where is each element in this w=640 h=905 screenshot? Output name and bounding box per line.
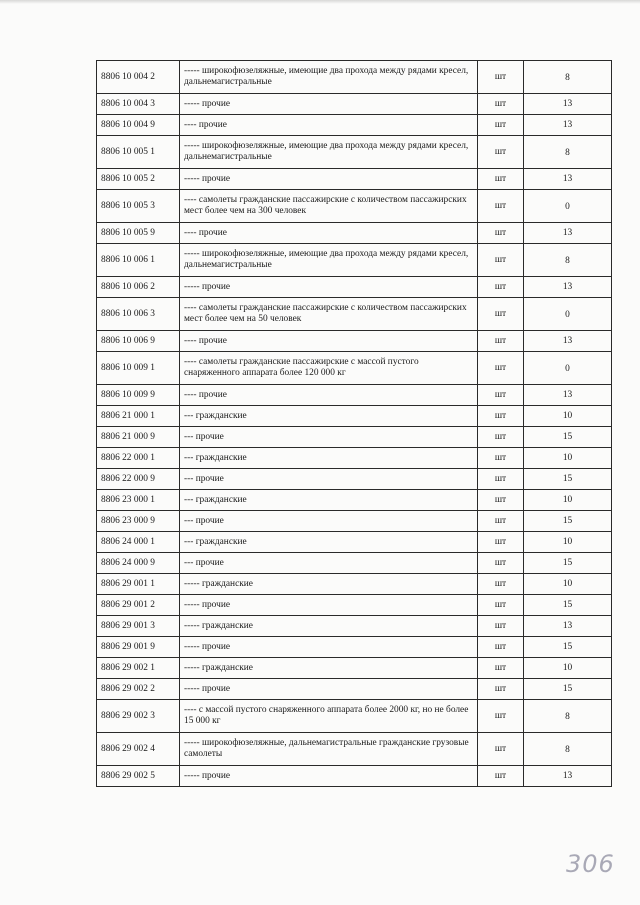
commodity-code: 8806 29 002 5: [97, 766, 180, 787]
commodity-code: 8806 24 000 9: [97, 553, 180, 574]
commodity-description: ----- прочие: [180, 277, 478, 298]
duty-rate: 8: [524, 700, 612, 733]
duty-rate: 8: [524, 733, 612, 766]
table-row: [97, 298, 612, 331]
duty-rate: 10: [524, 574, 612, 595]
commodity-code: 8806 29 002 1: [97, 658, 180, 679]
duty-rate: 15: [524, 427, 612, 448]
unit-of-measure: шт: [478, 244, 524, 277]
commodity-description: ----- широкофюзеляжные, дальнемагистральные гражданские грузовые самолеты: [180, 733, 478, 766]
unit-of-measure: шт: [478, 733, 524, 766]
duty-rate: 8: [524, 244, 612, 277]
commodity-code: 8806 29 002 2: [97, 679, 180, 700]
unit-of-measure: шт: [478, 406, 524, 427]
table-row: [97, 190, 612, 223]
commodity-description: ----- широкофюзеляжные, имеющие два прохода между рядами кресел, дальнемагистральные: [180, 244, 478, 277]
commodity-code: 8806 10 006 2: [97, 277, 180, 298]
table-row: [97, 511, 612, 532]
commodity-description: ----- прочие: [180, 679, 478, 700]
commodity-code: 8806 10 005 3: [97, 190, 180, 223]
duty-rate: 0: [524, 298, 612, 331]
duty-rate: 8: [524, 61, 612, 94]
commodity-description: ----- прочие: [180, 94, 478, 115]
duty-rate: 13: [524, 766, 612, 787]
commodity-description: ---- прочие: [180, 331, 478, 352]
duty-rate: 10: [524, 490, 612, 511]
scan-edge: [0, 0, 640, 4]
commodity-code: 8806 29 001 2: [97, 595, 180, 616]
commodity-code: 8806 10 004 3: [97, 94, 180, 115]
unit-of-measure: шт: [478, 700, 524, 733]
unit-of-measure: шт: [478, 679, 524, 700]
commodity-description: --- прочие: [180, 511, 478, 532]
duty-rate: 10: [524, 448, 612, 469]
duty-rate: 8: [524, 136, 612, 169]
duty-rate: 15: [524, 679, 612, 700]
duty-rate: 13: [524, 223, 612, 244]
unit-of-measure: шт: [478, 766, 524, 787]
commodity-description: ----- прочие: [180, 595, 478, 616]
commodity-code: 8806 23 000 9: [97, 511, 180, 532]
commodity-code: 8806 10 005 9: [97, 223, 180, 244]
table-row: [97, 448, 612, 469]
page-number: 306: [566, 850, 615, 878]
table-row: [97, 277, 612, 298]
commodity-code: 8806 22 000 1: [97, 448, 180, 469]
commodity-code: 8806 10 005 2: [97, 169, 180, 190]
duty-rate: 13: [524, 331, 612, 352]
commodity-code: 8806 10 004 9: [97, 115, 180, 136]
table-row: [97, 115, 612, 136]
table-row: [97, 766, 612, 787]
commodity-description: --- прочие: [180, 469, 478, 490]
commodity-code: 8806 10 004 2: [97, 61, 180, 94]
commodity-description: --- прочие: [180, 427, 478, 448]
tariff-table: [96, 60, 612, 787]
duty-rate: 13: [524, 169, 612, 190]
table-row: [97, 574, 612, 595]
table-row: [97, 385, 612, 406]
unit-of-measure: шт: [478, 637, 524, 658]
duty-rate: 15: [524, 469, 612, 490]
duty-rate: 10: [524, 658, 612, 679]
commodity-description: --- гражданские: [180, 406, 478, 427]
table-row: [97, 733, 612, 766]
commodity-code: 8806 22 000 9: [97, 469, 180, 490]
unit-of-measure: шт: [478, 277, 524, 298]
commodity-description: ---- самолеты гражданские пассажирские с массой пустого снаряженного аппарата более 120 000 кг: [180, 352, 478, 385]
duty-rate: 15: [524, 637, 612, 658]
commodity-description: ----- прочие: [180, 637, 478, 658]
commodity-description: ---- самолеты гражданские пассажирские с количеством пассажирских мест более чем на 50 человек: [180, 298, 478, 331]
unit-of-measure: шт: [478, 448, 524, 469]
table-row: [97, 658, 612, 679]
table-row: [97, 94, 612, 115]
duty-rate: 13: [524, 277, 612, 298]
commodity-description: ----- гражданские: [180, 616, 478, 637]
table-row: [97, 616, 612, 637]
table-row: [97, 244, 612, 277]
commodity-description: ---- с массой пустого снаряженного аппарата более 2000 кг, но не более 15 000 кг: [180, 700, 478, 733]
table-row: [97, 637, 612, 658]
table-row: [97, 331, 612, 352]
duty-rate: 13: [524, 385, 612, 406]
unit-of-measure: шт: [478, 532, 524, 553]
unit-of-measure: шт: [478, 427, 524, 448]
unit-of-measure: шт: [478, 490, 524, 511]
commodity-code: 8806 10 005 1: [97, 136, 180, 169]
table-row: [97, 136, 612, 169]
table-row: [97, 595, 612, 616]
table-row: [97, 469, 612, 490]
commodity-code: 8806 10 009 9: [97, 385, 180, 406]
table-row: [97, 679, 612, 700]
commodity-description: --- гражданские: [180, 490, 478, 511]
table-row: [97, 490, 612, 511]
commodity-code: 8806 29 001 3: [97, 616, 180, 637]
unit-of-measure: шт: [478, 553, 524, 574]
commodity-description: ----- широкофюзеляжные, имеющие два прохода между рядами кресел, дальнемагистральные: [180, 61, 478, 94]
duty-rate: 10: [524, 532, 612, 553]
commodity-code: 8806 29 002 3: [97, 700, 180, 733]
commodity-code: 8806 21 000 1: [97, 406, 180, 427]
duty-rate: 15: [524, 553, 612, 574]
commodity-description: --- прочие: [180, 553, 478, 574]
duty-rate: 13: [524, 616, 612, 637]
duty-rate: 0: [524, 190, 612, 223]
commodity-description: ---- прочие: [180, 223, 478, 244]
commodity-code: 8806 29 001 9: [97, 637, 180, 658]
commodity-description: ----- широкофюзеляжные, имеющие два прохода между рядами кресел, дальнемагистральные: [180, 136, 478, 169]
duty-rate: 10: [524, 406, 612, 427]
table-row: [97, 61, 612, 94]
table-row: [97, 700, 612, 733]
unit-of-measure: шт: [478, 94, 524, 115]
unit-of-measure: шт: [478, 61, 524, 94]
commodity-code: 8806 24 000 1: [97, 532, 180, 553]
unit-of-measure: шт: [478, 352, 524, 385]
commodity-description: --- гражданские: [180, 448, 478, 469]
unit-of-measure: шт: [478, 115, 524, 136]
commodity-description: --- гражданские: [180, 532, 478, 553]
commodity-description: ----- прочие: [180, 169, 478, 190]
duty-rate: 15: [524, 511, 612, 532]
duty-rate: 15: [524, 595, 612, 616]
table-row: [97, 532, 612, 553]
table-row: [97, 406, 612, 427]
unit-of-measure: шт: [478, 169, 524, 190]
commodity-description: ----- гражданские: [180, 658, 478, 679]
duty-rate: 13: [524, 94, 612, 115]
commodity-code: 8806 10 006 3: [97, 298, 180, 331]
commodity-description: ----- гражданские: [180, 574, 478, 595]
commodity-code: 8806 29 002 4: [97, 733, 180, 766]
table-row: [97, 427, 612, 448]
commodity-description: ---- самолеты гражданские пассажирские с количеством пассажирских мест более чем на 300 человек: [180, 190, 478, 223]
duty-rate: 0: [524, 352, 612, 385]
table-row: [97, 553, 612, 574]
commodity-description: ---- прочие: [180, 115, 478, 136]
table-row: [97, 223, 612, 244]
commodity-description: ---- прочие: [180, 385, 478, 406]
commodity-description: ----- прочие: [180, 766, 478, 787]
unit-of-measure: шт: [478, 469, 524, 490]
unit-of-measure: шт: [478, 574, 524, 595]
commodity-code: 8806 10 006 1: [97, 244, 180, 277]
unit-of-measure: шт: [478, 190, 524, 223]
commodity-code: 8806 10 006 9: [97, 331, 180, 352]
unit-of-measure: шт: [478, 658, 524, 679]
unit-of-measure: шт: [478, 595, 524, 616]
table-row: [97, 352, 612, 385]
commodity-code: 8806 23 000 1: [97, 490, 180, 511]
commodity-code: 8806 29 001 1: [97, 574, 180, 595]
table-row: [97, 169, 612, 190]
unit-of-measure: шт: [478, 331, 524, 352]
unit-of-measure: шт: [478, 298, 524, 331]
duty-rate: 13: [524, 115, 612, 136]
commodity-code: 8806 21 000 9: [97, 427, 180, 448]
unit-of-measure: шт: [478, 616, 524, 637]
unit-of-measure: шт: [478, 223, 524, 244]
unit-of-measure: шт: [478, 511, 524, 532]
commodity-code: 8806 10 009 1: [97, 352, 180, 385]
unit-of-measure: шт: [478, 136, 524, 169]
unit-of-measure: шт: [478, 385, 524, 406]
